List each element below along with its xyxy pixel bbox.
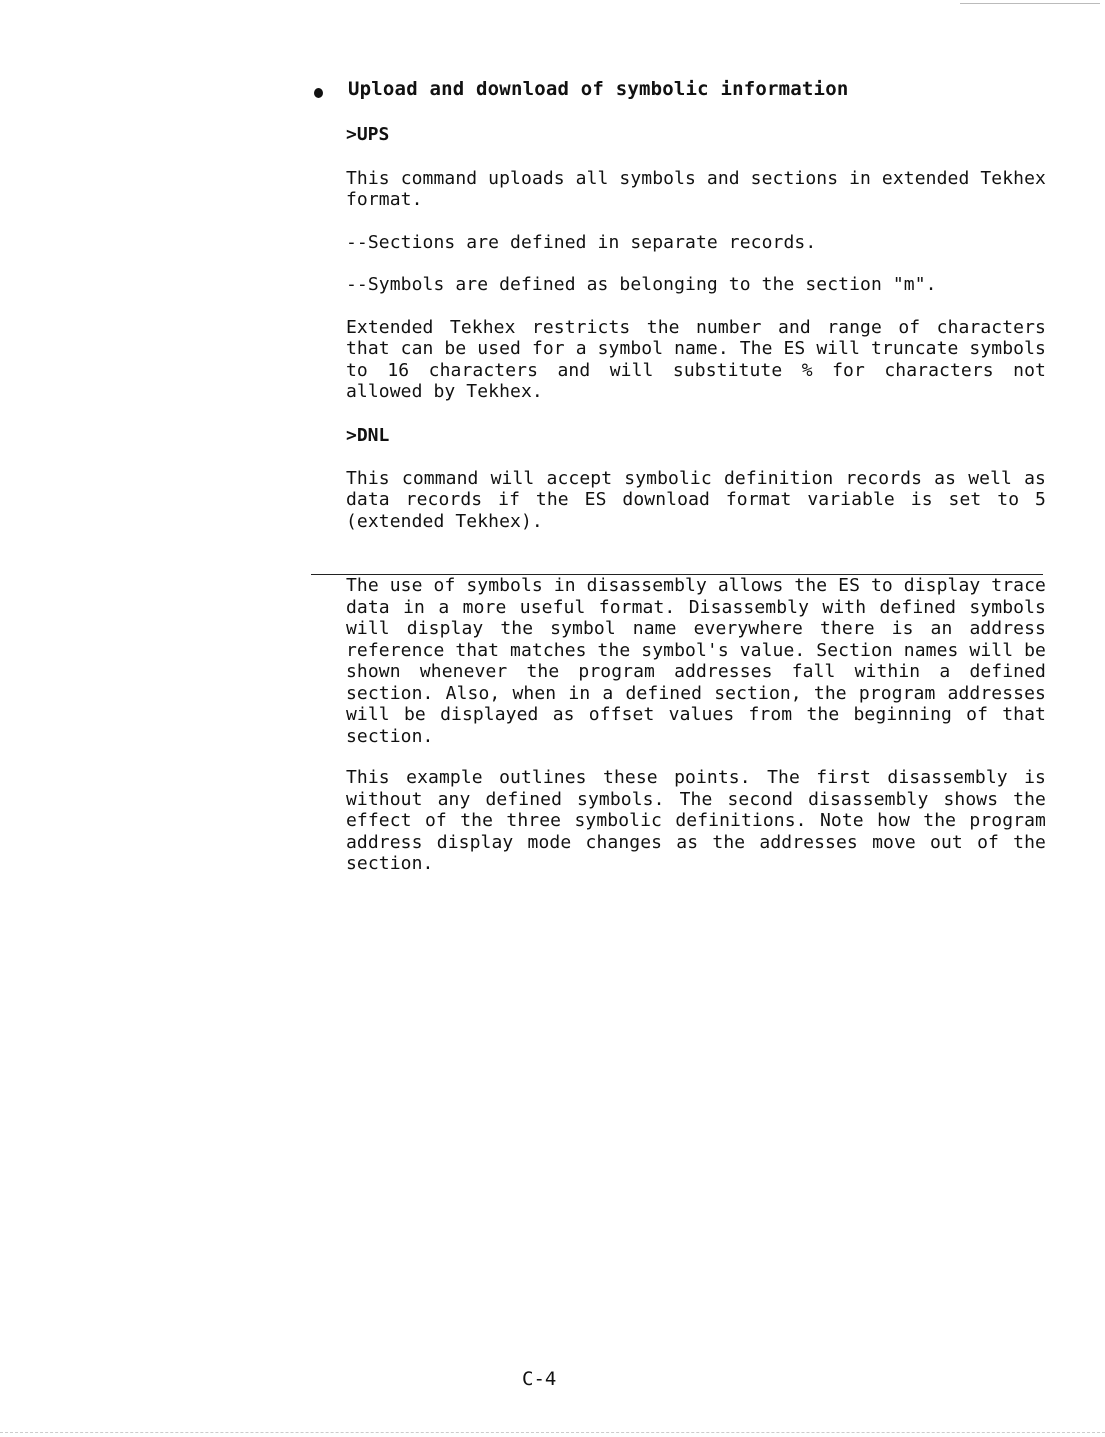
dnl-command: >DNL bbox=[346, 425, 390, 446]
page-number: C-4 bbox=[522, 1368, 557, 1390]
ups-command: >UPS bbox=[346, 124, 390, 145]
scan-edge-top bbox=[960, 3, 1100, 4]
ups-note-symbols: --Symbols are defined as belonging to the section "m". bbox=[346, 274, 937, 295]
disassembly-paragraph-2: This example outlines these points. The first disassembly is without any defined symbols. The second disassembly shows the effect of the three symbolic definitions. Note how the program address display mode changes as the addresses move out of the section. bbox=[346, 767, 1046, 874]
ups-restrictions: Extended Tekhex restricts the number and range of characters that can be used for a symbol name. The ES will truncate symbols to 16 characters and will substitute % for characters not allowed by Tekhex. bbox=[346, 317, 1046, 402]
scan-edge-bottom bbox=[0, 1432, 1105, 1433]
ups-description: This command uploads all symbols and sections in extended Tekhex format. bbox=[346, 168, 1046, 211]
disassembly-paragraph-1: The use of symbols in disassembly allows the ES to display trace data in a more useful format. Disassembly with defined symbols will display the symbol name everywhere there is an address reference that matches the symbol's value. Section names will be shown whenever the program addresses fall within a defined section. Also, when in a defined section, the program addresses will be displayed as offset values from the beginning of that section. bbox=[346, 575, 1046, 747]
ups-note-sections: --Sections are defined in separate records. bbox=[346, 232, 817, 253]
bullet-icon bbox=[314, 88, 323, 98]
section-heading: Upload and download of symbolic information bbox=[348, 78, 849, 100]
dnl-description: This command will accept symbolic definition records as well as data records if the ES download format variable is set to 5 (extended Tekhex). bbox=[346, 468, 1046, 532]
